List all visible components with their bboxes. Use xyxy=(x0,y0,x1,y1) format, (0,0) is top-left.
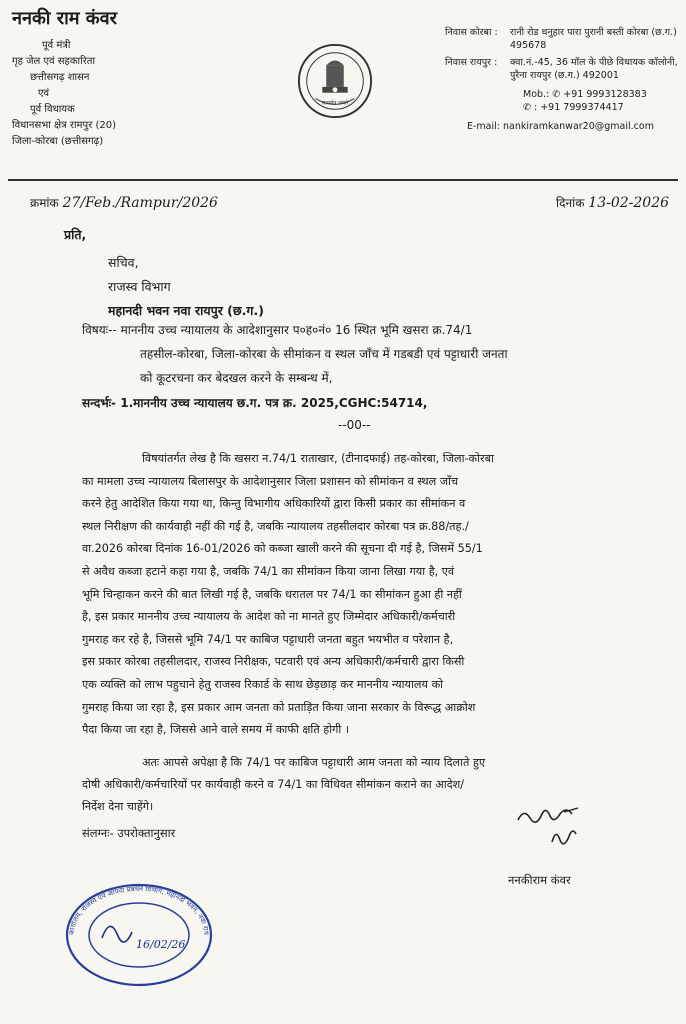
letter-body xyxy=(82,448,652,742)
sender-name: ननकी राम कंवर xyxy=(12,8,117,29)
title-line-3: छत्तीसगढ़ शासन xyxy=(30,72,90,83)
body-line: वा.2026 कोरबा दिनांक 16-01/2026 को कब्जा खाली करने की सूचना दी गई है, जिसमें 55/1 xyxy=(82,542,483,556)
reference-value: 27/Feb./Rampur/2026 xyxy=(62,195,218,211)
letterhead-left xyxy=(12,6,117,150)
title-line-1: पूर्व मंत्री xyxy=(42,40,71,51)
korba-address: रानी रोड धनुहार पारा पुरानी बस्ती कोरबा (छ.ग.) 495678 xyxy=(510,27,677,51)
title-line-6: विधानसभा क्षेत्र रामपुर (20) xyxy=(12,120,117,131)
mobile-number: Mob.: ✆ +91 9993128383 xyxy=(523,89,647,100)
letterhead-right xyxy=(445,26,686,133)
date-label: दिनांक xyxy=(556,196,585,210)
addressee-line-1: सचिव, xyxy=(108,255,139,270)
body-line: इस प्रकार कोरबा तहसीलदार, राजस्व निरीक्षक, पटवारी एवं अन्य अधिकारी/कर्मचारी द्वारा किसी xyxy=(82,655,465,669)
section-divider: --00-- xyxy=(338,418,371,432)
title-line-2: गृह जेल एवं सहकारिता xyxy=(12,56,96,67)
body-line: विषयांतर्गत लेख है कि खसरा न.74/1 राताखार, (टीनादफाई) तह-कोरबा, जिला-कोरबा xyxy=(142,452,494,465)
phone-number: ✆ : +91 7999374417 xyxy=(523,102,624,113)
prati: प्रति, xyxy=(64,227,87,242)
subject-block xyxy=(82,318,642,390)
korba-label: निवास कोरबा : xyxy=(445,27,498,38)
stamp-ring-text: कार्यालय, राजस्व एवं आपदा प्रबंधन विभाग, महानदी भवन, नवा राय xyxy=(67,884,211,936)
request-line: अतः आपसे अपेक्षा है कि 74/1 पर काबिज पट्टाधारी आम जनता को न्याय दिलाते हुए xyxy=(142,756,486,769)
subject-line-2: तहसील-कोरबा, जिला-कोरबा के सीमांकन व स्थल जाँच में गडबडी एवं पट्टाधारी जनता xyxy=(140,347,508,361)
body-line: स्थल निरीक्षण की कार्यवाही नहीं की गई है, जबकि न्यायालय तहसीलदार कोरबा पत्र क्र.88/तह./ xyxy=(82,519,469,533)
subject-line-3: को कूटरचना कर बेदखल करने के सम्बन्ध में, xyxy=(140,371,333,385)
raipur-label: निवास रायपुर : xyxy=(445,57,498,68)
title-line-7: जिला-कोरबा (छत्तीसगढ़) xyxy=(12,136,104,147)
body-line: गुमराह कर रहे है, जिससे भूमि 74/1 पर काबिज पट्टाधारी जनता बहुत भयभीत व परेशान है, xyxy=(82,632,454,646)
letter-date xyxy=(556,194,669,211)
date-value: 13-02-2026 xyxy=(588,195,670,211)
signatory-name: ननकीराम कंवर xyxy=(508,873,571,887)
request-line: दोषी अधिकारी/कर्मचारियों पर कार्यवाही करने व 74/1 का विधिवत सीमांकन कराने का आदेश/ xyxy=(82,778,465,791)
reference-label: क्रमांक xyxy=(30,196,59,210)
enclosure-note: संलग्नः- उपरोक्तानुसार xyxy=(82,826,176,840)
body-line: एक व्यक्ति को लाभ पहुचाने हेतु राजस्व रिकार्ड के साथ छेड़छाड़ कर माननीय न्यायालय को xyxy=(82,677,444,691)
body-line: का मामला उच्च न्यायालय बिलासपुर के आदेशानुसार जिला प्रशासन को सीमांकन व स्थल जाँच xyxy=(82,474,459,488)
body-line: है, इस प्रकार माननीय उच्च न्यायालय के आदेश को ना मानते हुए जिम्मेदार अधिकारी/कर्मचारी xyxy=(82,610,456,624)
stamp-date: 16/02/26 xyxy=(136,938,186,951)
handwritten-signature xyxy=(500,790,610,870)
body-line: पैदा किया जा रहा है, जिससे आने वाले समय में काफी क्षति होगी । xyxy=(82,723,350,737)
emblem-motto: सत्यमेव जयते xyxy=(321,100,349,107)
body-line: से अवैध कब्जा हटाने कहा गया है, जबकि 74/1 का सीमांकन किया जाना लिखा गया है, एवं xyxy=(82,564,455,578)
header-divider xyxy=(8,179,678,181)
vidhan-sabha-emblem xyxy=(296,42,374,120)
request-line: निर्देश देना चाहेंगे। xyxy=(82,800,154,813)
reference-block xyxy=(82,394,427,411)
subject-label: विषयः-- xyxy=(82,323,117,337)
body-line: गुमराह किया जा रहा है, इस प्रकार आम जनता को प्रताड़ित किया जाना सरकार के विरूद्ध आक्रोश xyxy=(82,700,476,714)
receipt-stamp xyxy=(62,880,217,990)
body-line: करने हेतु आदेशित किया गया था, किन्तु विभागीय अधिकारियों द्वारा किसी प्रकार का सीमांकन व xyxy=(82,497,466,511)
title-line-5: पूर्व विधायक xyxy=(30,104,75,115)
reference-number xyxy=(30,194,218,211)
sandarbh-text: 1.माननीय उच्च न्यायालय छ.ग. पत्र क्र. 2025,CGHC:54714, xyxy=(120,396,428,410)
body-line: भूमि चिन्हाकन करने की बात लिखी गई है, जबकि धरातल पर 74/1 का सीमांकन हुआ ही नहीं xyxy=(82,587,462,601)
addressee-line-3: महानदी भवन नवा रायपुर (छ.ग.) xyxy=(108,303,264,318)
addressee-line-2: राजस्व विभाग xyxy=(108,279,171,294)
subject-line-1: माननीय उच्च न्यायालय के आदेशानुसार प०ह०नं० 16 स्थित भूमि खसरा क्र.74/1 xyxy=(120,323,473,337)
raipur-address: क्वा.नं.-45, 36 मॉल के पीछे विधायक कॉलोनी, पुरैना रायपुर (छ.ग.) 492001 xyxy=(510,57,678,81)
title-line-4: एवं xyxy=(38,88,50,99)
email-address: E-mail: nankiramkanwar20@gmail.com xyxy=(467,121,654,132)
sandarbh-label: सन्दर्भः- xyxy=(82,396,117,410)
